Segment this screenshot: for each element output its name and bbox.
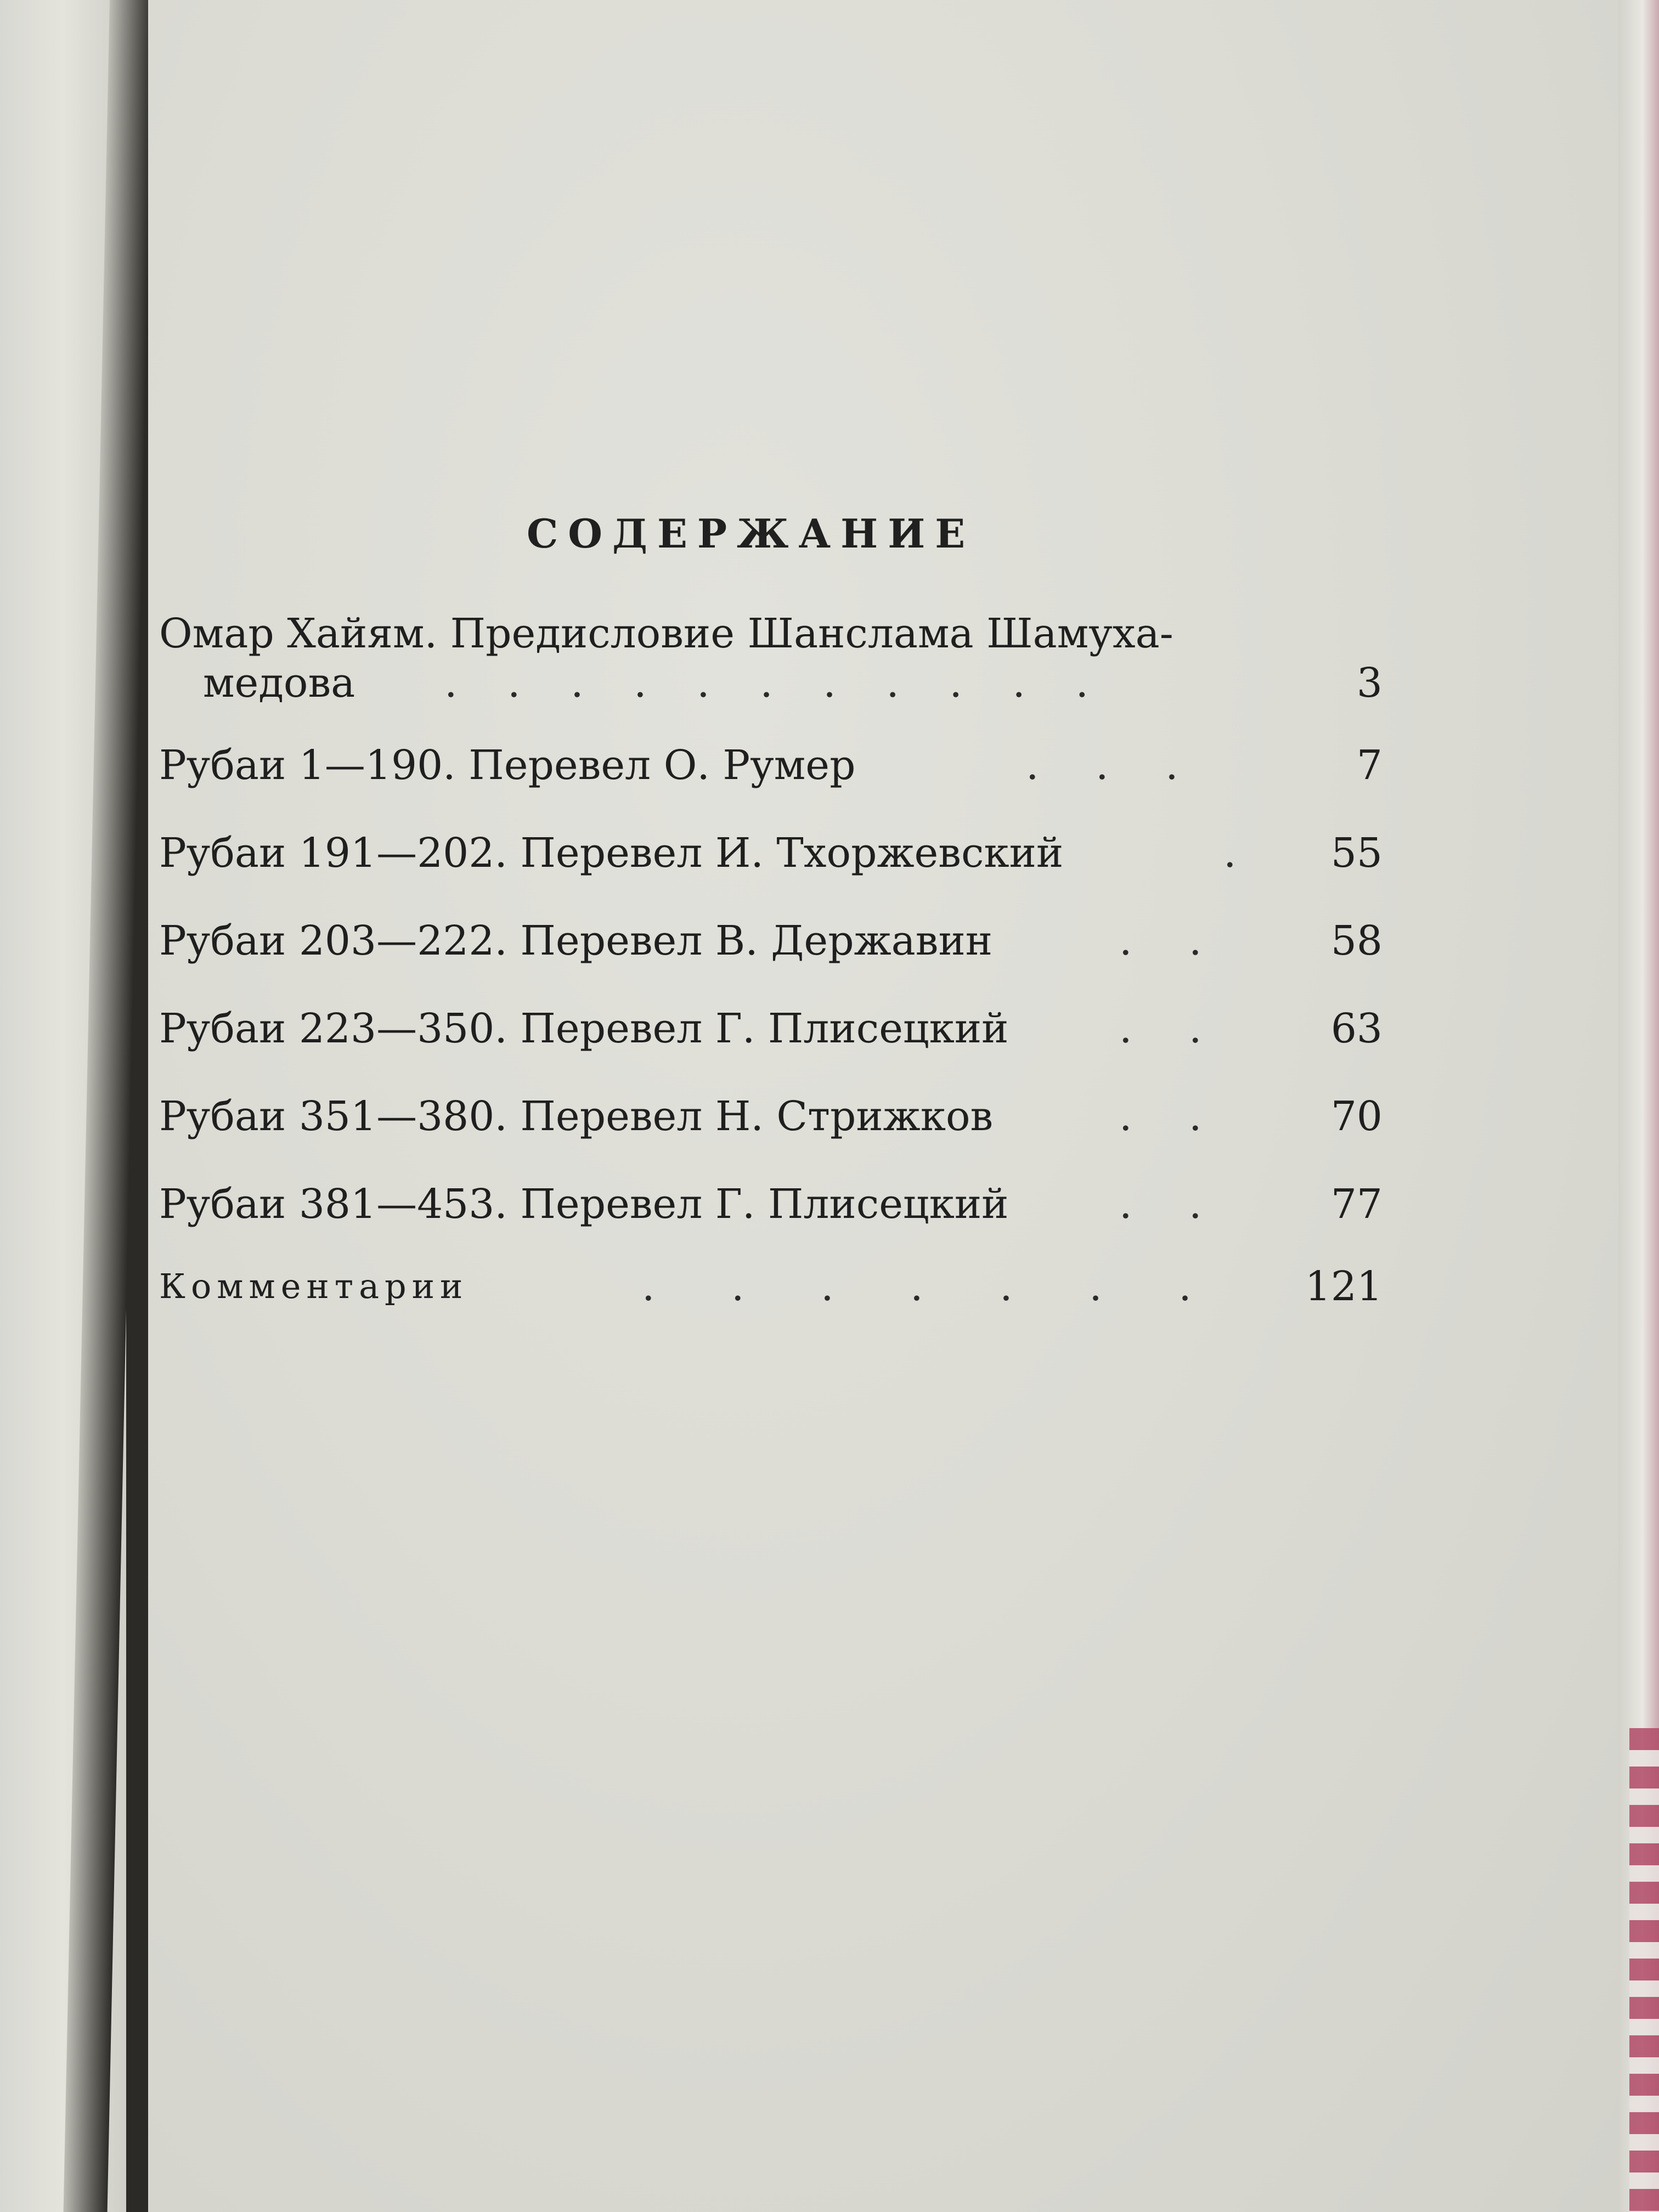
toc-title: СОДЕРЖАНИЕ	[527, 510, 975, 557]
toc-entry-3	[159, 911, 1383, 971]
leader-dots: . .	[1119, 1181, 1224, 1228]
toc-page-number: 77	[1330, 1181, 1383, 1228]
leader-dots: . . .	[1026, 742, 1200, 789]
toc-entry-label: Рубаи 191—202. Перевел И. Тхоржевский	[159, 830, 1064, 877]
leader-dots: . .	[1119, 917, 1224, 964]
toc-page-number: 70	[1330, 1093, 1383, 1140]
toc-entry-label: Рубаи 381—453. Перевел Г. Плисецкий	[159, 1181, 1009, 1228]
toc-entry-5	[159, 1086, 1383, 1147]
toc-entry-label: Рубаи 223—350. Перевел Г. Плисецкий	[159, 1005, 1009, 1052]
toc-entry-4	[159, 998, 1383, 1059]
toc-page-number: 55	[1330, 830, 1383, 877]
toc-page-number: 58	[1330, 917, 1383, 964]
toc-page-number: 7	[1356, 742, 1383, 789]
leader-dots: . .	[1119, 1093, 1224, 1140]
leader-dots: .	[1223, 830, 1237, 877]
toc-page-number: 63	[1330, 1005, 1383, 1052]
toc-page-number: 121	[1305, 1263, 1383, 1310]
bookmark-ribbon	[1629, 1728, 1659, 2212]
toc-comments-row	[159, 1256, 1383, 1317]
toc-intro-line1: Омар Хайям. Предисловие Шанслама Шамуха-	[159, 610, 1173, 657]
toc-entry-1	[159, 735, 1383, 795]
right-page-edge	[1618, 0, 1659, 2212]
toc-entry-label: Рубаи 1—190. Перевел О. Румер	[159, 742, 856, 789]
toc-intro-line2: медова	[203, 659, 356, 707]
toc-entry-6	[159, 1174, 1383, 1234]
toc-page-number: 3	[1356, 659, 1383, 707]
leader-dots: . .	[1119, 1005, 1224, 1052]
leader-dots: . . . . . . . . . . .	[444, 659, 1107, 707]
leader-dots: . . . . . . .	[642, 1263, 1223, 1310]
toc-entry-2	[159, 823, 1383, 883]
toc-intro-row	[159, 653, 1383, 713]
toc-entry-label: Рубаи 351—380. Перевел Н. Стрижков	[159, 1093, 994, 1140]
toc-entry-label: Рубаи 203—222. Перевел В. Державин	[159, 917, 993, 964]
toc-comments-label: Комментарии	[159, 1266, 469, 1306]
